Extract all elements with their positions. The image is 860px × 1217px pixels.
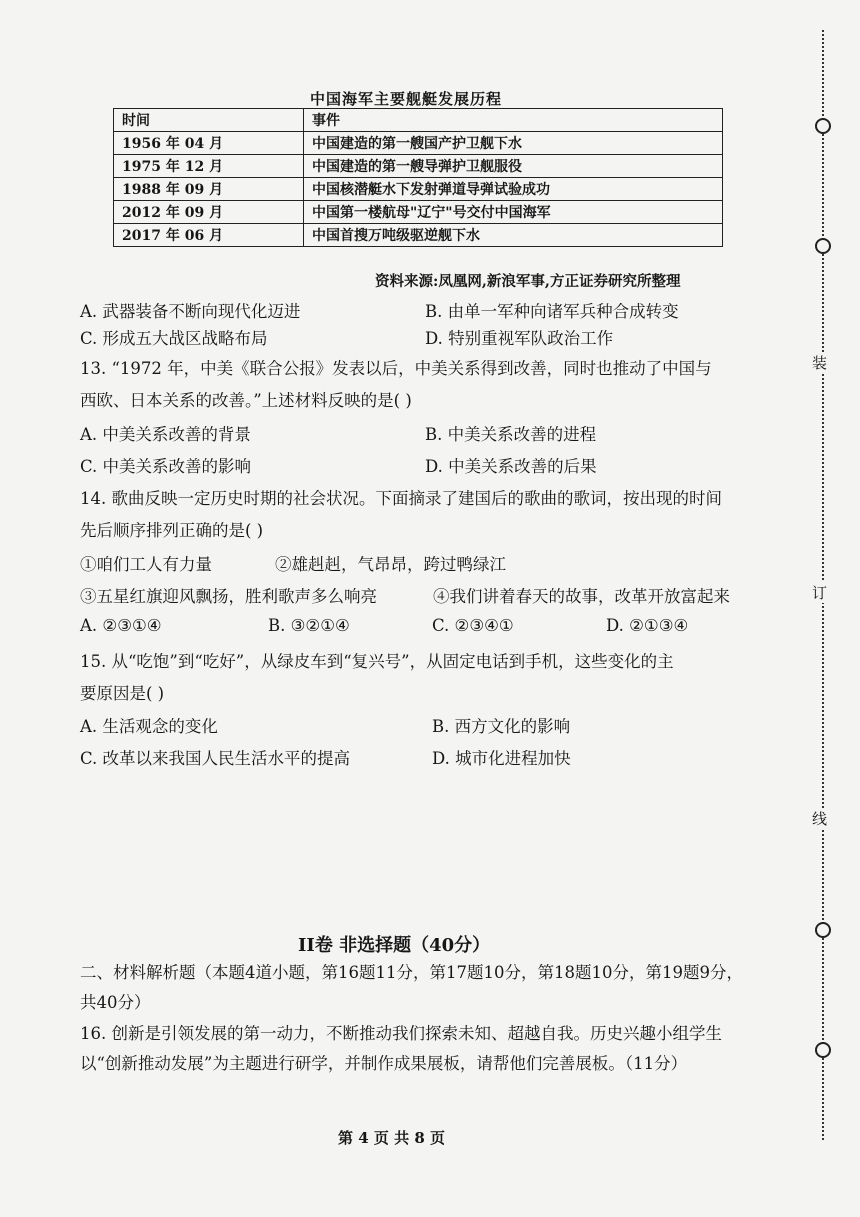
q15-option-b: B. 西方文化的影响 bbox=[432, 717, 571, 736]
table-header-cell: 时间 bbox=[114, 109, 304, 132]
table-cell: 中国建造的第一艘国产护卫舰下水 bbox=[304, 132, 723, 155]
q14-lyric-3: ③五星红旗迎风飘扬，胜利歌声多么响亮 bbox=[80, 587, 377, 606]
table-cell: 中国核潜艇水下发射弹道导弹试验成功 bbox=[304, 178, 723, 201]
q13-option-a: A. 中美关系改善的背景 bbox=[80, 425, 251, 444]
table-row bbox=[114, 178, 723, 201]
part2-instructions-line2: 共40分） bbox=[80, 993, 151, 1012]
table-header-cell: 事件 bbox=[304, 109, 723, 132]
q14-stem-line1: 14. 歌曲反映一定历史时期的社会状况。下面摘录了建国后的歌曲的歌词，按出现的时间 bbox=[80, 489, 722, 508]
margin-label-xian: 线 bbox=[812, 810, 828, 828]
q14-lyric-4: ④我们讲着春天的故事，改革开放富起来 bbox=[433, 587, 730, 606]
section-title: II卷 非选择题（40分） bbox=[298, 935, 491, 956]
margin-label-ding: 订 bbox=[812, 584, 828, 602]
q13-stem-line1: 13. “1972 年，中美《联合公报》发表以后，中美关系得到改善，同时也推动了中国与 bbox=[80, 359, 712, 378]
q12-option-d: D. 特别重视军队政治工作 bbox=[425, 329, 614, 348]
table-cell: 1988 年 09 月 bbox=[114, 178, 304, 201]
binding-hole bbox=[815, 118, 831, 134]
q12-option-b: B. 由单一军种向诸军兵种合成转变 bbox=[425, 302, 679, 321]
table-cell: 中国建造的第一艘导弹护卫舰服役 bbox=[304, 155, 723, 178]
q14-option-d: D. ②①③④ bbox=[606, 616, 689, 635]
q14-option-b: B. ③②①④ bbox=[268, 616, 350, 635]
table-row bbox=[114, 132, 723, 155]
q13-stem-line2: 西欧、日本关系的改善。”上述材料反映的是( ) bbox=[80, 391, 412, 410]
q14-lyric-1: ①咱们工人有力量 bbox=[80, 555, 212, 574]
table-header-row bbox=[114, 109, 723, 132]
part2-instructions-line1: 二、材料解析题（本题4道小题，第16题11分，第17题10分，第18题10分，第19题9分， bbox=[80, 963, 743, 982]
table-cell: 2012 年 09 月 bbox=[114, 201, 304, 224]
q14-stem-line2: 先后顺序排列正确的是( ) bbox=[80, 521, 264, 540]
table-title: 中国海军主要舰艇发展历程 bbox=[310, 90, 503, 108]
q15-option-d: D. 城市化进程加快 bbox=[432, 749, 571, 768]
q13-option-b: B. 中美关系改善的进程 bbox=[425, 425, 597, 444]
q12-option-a: A. 武器装备不断向现代化迈进 bbox=[80, 302, 301, 321]
table-row bbox=[114, 201, 723, 224]
q12-option-c: C. 形成五大战区战略布局 bbox=[80, 329, 268, 348]
table-row bbox=[114, 224, 723, 247]
q16-stem-line2: 以“创新推动发展”为主题进行研学，并制作成果展板，请帮他们完善展板。（11分） bbox=[80, 1054, 688, 1073]
q14-option-c: C. ②③④① bbox=[432, 616, 514, 635]
events-table bbox=[113, 108, 723, 247]
page-footer: 第 4 页 共 8 页 bbox=[338, 1129, 445, 1147]
q15-option-a: A. 生活观念的变化 bbox=[80, 717, 218, 736]
q16-stem-line1: 16. 创新是引领发展的第一动力，不断推动我们探索未知、超越自我。历史兴趣小组学生 bbox=[80, 1024, 722, 1043]
q13-option-d: D. 中美关系改善的后果 bbox=[425, 457, 597, 476]
binding-hole bbox=[815, 922, 831, 938]
binding-hole bbox=[815, 238, 831, 254]
margin-label-zhuang: 装 bbox=[812, 354, 828, 372]
table-cell: 中国第一楼航母"辽宁"号交付中国海军 bbox=[304, 201, 723, 224]
q15-stem-line1: 15. 从“吃饱”到“吃好”，从绿皮车到“复兴号”，从固定电话到手机，这些变化的主 bbox=[80, 652, 674, 671]
table-cell: 中国首搜万吨级驱逆舰下水 bbox=[304, 224, 723, 247]
q15-option-c: C. 改革以来我国人民生活水平的提高 bbox=[80, 749, 351, 768]
table-cell: 2017 年 06 月 bbox=[114, 224, 304, 247]
table-source: 资料来源:凤凰网,新浪军事,方正证券研究所整理 bbox=[375, 273, 681, 290]
table-row bbox=[114, 155, 723, 178]
table-cell: 1956 年 04 月 bbox=[114, 132, 304, 155]
binding-hole bbox=[815, 1042, 831, 1058]
q13-option-c: C. 中美关系改善的影响 bbox=[80, 457, 252, 476]
table-cell: 1975 年 12 月 bbox=[114, 155, 304, 178]
q14-option-a: A. ②③①④ bbox=[80, 616, 162, 635]
q14-lyric-2: ②雄赳赳，气昂昂，跨过鸭绿江 bbox=[275, 555, 506, 574]
q15-stem-line2: 要原因是( ) bbox=[80, 684, 165, 703]
